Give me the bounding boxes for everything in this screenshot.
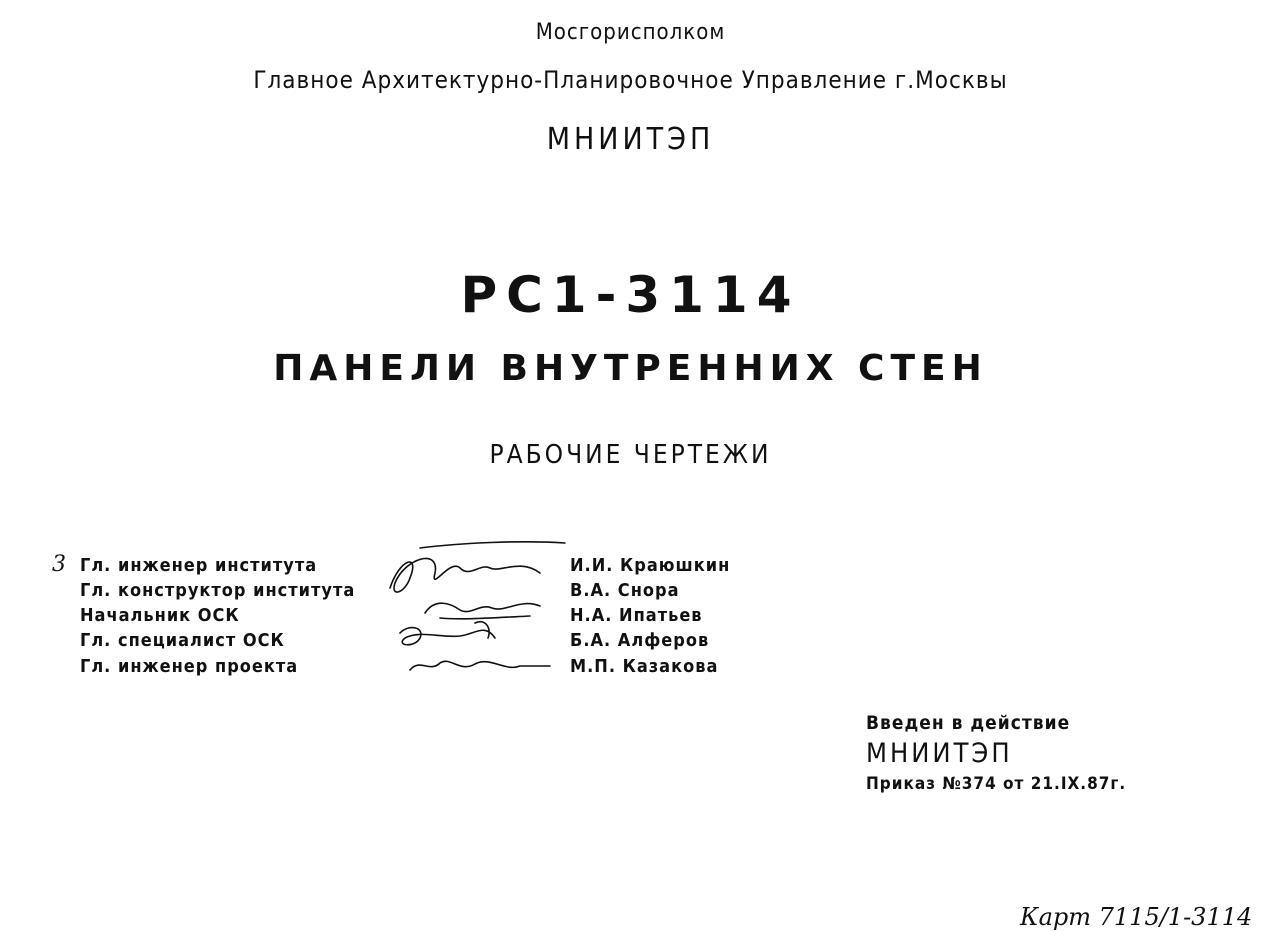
signature-3 xyxy=(400,622,495,645)
approver-name: Б.А. Алферов xyxy=(570,630,710,651)
introduction-institute: МНИИТЭП xyxy=(866,738,1013,769)
signature-2 xyxy=(425,603,540,619)
signature-4 xyxy=(410,661,550,670)
handwritten-signatures xyxy=(380,538,570,683)
introduction-order: Приказ №374 от 21.IX.87г. xyxy=(866,774,1127,794)
institute-name: МНИИТЭП xyxy=(546,122,715,157)
approver-name: В.А. Снора xyxy=(570,580,680,601)
department-name: Главное Архитектурно-Планировочное Управление г.Москвы xyxy=(253,66,1008,94)
approver-position: Начальник ОСК xyxy=(80,605,240,626)
handwritten-archive-number: Карт 7115/1-3114 xyxy=(1020,903,1253,931)
organization-name: Мосгорисполком xyxy=(535,20,726,45)
approver-name: И.И. Краюшкин xyxy=(570,555,731,576)
approver-position: Гл. инженер института xyxy=(80,555,318,576)
approver-name: Н.А. Ипатьев xyxy=(570,605,703,626)
approver-position: Гл. специалист ОСК xyxy=(80,630,285,651)
signature-1 xyxy=(390,542,565,592)
approver-position: Гл. инженер проекта xyxy=(80,656,299,677)
approver-position: Гл. конструктор института xyxy=(80,580,356,601)
document-type: РАБОЧИЕ ЧЕРТЕЖИ xyxy=(489,440,772,470)
margin-mark: 3 xyxy=(52,552,66,577)
document-code: РС1-3114 xyxy=(460,266,801,324)
introduction-label: Введен в действие xyxy=(866,712,1071,734)
document-subtitle: ПАНЕЛИ ВНУТРЕННИХ СТЕН xyxy=(273,348,988,389)
approver-name: М.П. Казакова xyxy=(570,656,719,677)
